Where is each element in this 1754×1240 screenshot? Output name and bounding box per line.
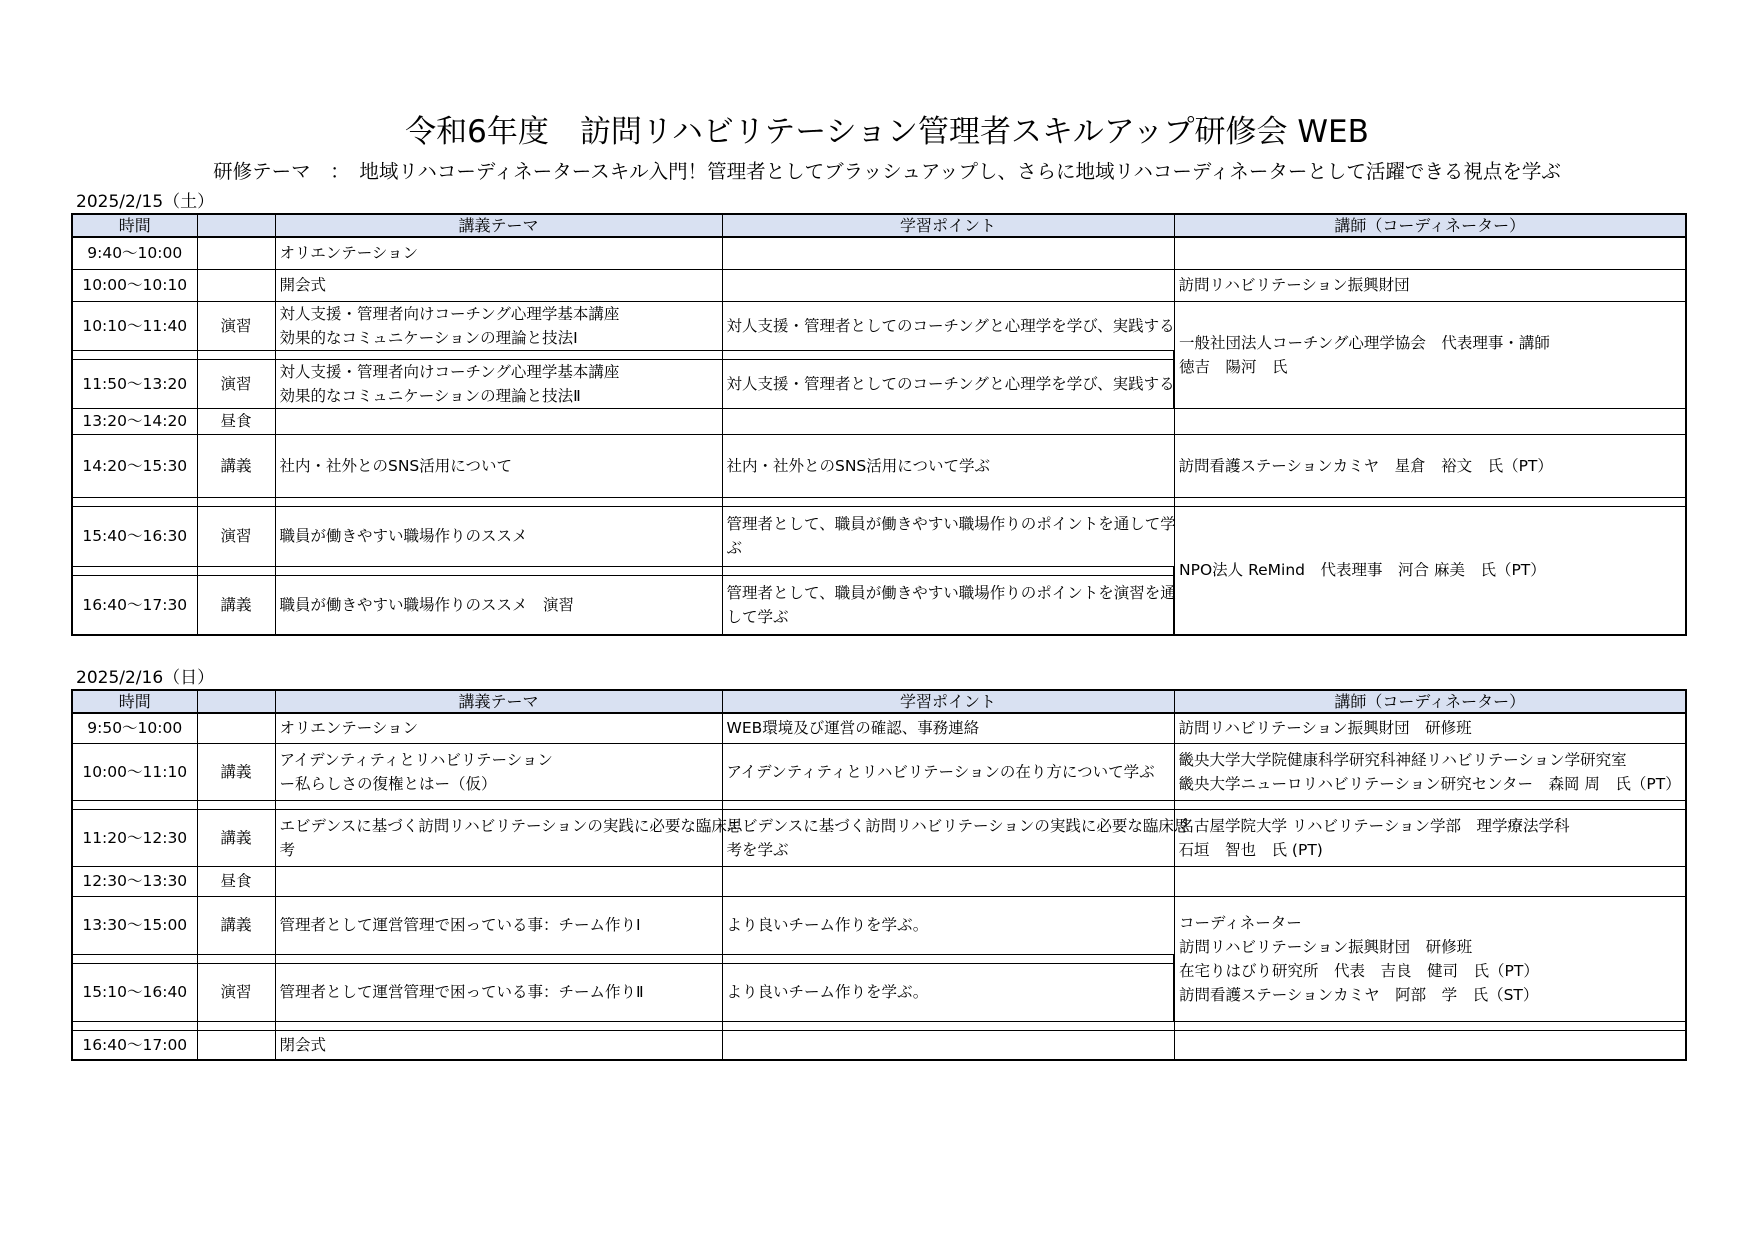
session-time: 16:40～17:30: [72, 575, 197, 635]
session-theme: 管理者として運営管理で困っている事：チーム作りⅡ: [275, 963, 722, 1021]
session-point: 管理者として、職員が働きやすい職場作りのポイントを演習を通 して学ぶ: [722, 575, 1174, 635]
session-kind: 講義: [197, 743, 275, 800]
session-theme: オリエンテーション: [275, 713, 722, 743]
session-time: 9:50～10:00: [72, 713, 197, 743]
session-theme: 職員が働きやすい職場作りのススメ: [275, 506, 722, 566]
session-theme: 対人支援・管理者向けコーチング心理学基本講座 効果的なコミュニケーションの理論と技法Ⅱ: [275, 359, 722, 408]
day1-date: 2025/2/15（土）: [76, 192, 215, 212]
day2-date: 2025/2/16（日）: [76, 668, 215, 688]
session-point: WEB環境及び運営の確認、事務連絡: [722, 713, 1174, 743]
session-theme: 社内・社外とのSNS活用について: [275, 434, 722, 497]
session-kind: [197, 237, 275, 269]
session-point: 社内・社外とのSNS活用について学ぶ: [722, 434, 1174, 497]
session-kind: [197, 713, 275, 743]
session-point: エビデンスに基づく訪問リハビリテーションの実践に必要な臨床思 考を学ぶ: [722, 809, 1174, 866]
day1-schedule-table: [71, 213, 1687, 636]
session-kind: [197, 269, 275, 301]
session-kind: 講義: [197, 809, 275, 866]
table-row: [72, 237, 1686, 269]
header-time: 時間: [72, 690, 197, 713]
table-row: [72, 1030, 1686, 1060]
table-row: [72, 301, 1686, 350]
table-row: [72, 269, 1686, 301]
day2-schedule-table: [71, 689, 1687, 1061]
table-row: [72, 434, 1686, 497]
session-time: 13:30～15:00: [72, 896, 197, 954]
session-time: 10:00～11:10: [72, 743, 197, 800]
session-time: 12:30～13:30: [72, 866, 197, 896]
session-time: 11:20～12:30: [72, 809, 197, 866]
session-time: 15:10～16:40: [72, 963, 197, 1021]
session-teacher: [1174, 866, 1686, 896]
session-kind: 昼食: [197, 866, 275, 896]
session-teacher: 訪問リハビリテーション振興財団: [1174, 269, 1686, 301]
session-theme: エビデンスに基づく訪問リハビリテーションの実践に必要な臨床思 考: [275, 809, 722, 866]
session-time: 9:40～10:00: [72, 237, 197, 269]
session-point: [722, 269, 1174, 301]
session-point: [722, 866, 1174, 896]
session-teacher: コーディネーター 訪問リハビリテーション振興財団 研修班 在宅りはびり研究所 代表 吉良 健司 氏（PT） 訪問看護ステーションカミヤ 阿部 学 氏（ST）: [1174, 896, 1686, 1021]
session-theme: 対人支援・管理者向けコーチング心理学基本講座 効果的なコミュニケーションの理論と技法Ⅰ: [275, 301, 722, 350]
session-point: 管理者として、職員が働きやすい職場作りのポイントを通して学 ぶ: [722, 506, 1174, 566]
session-point: 対人支援・管理者としてのコーチングと心理学を学び、実践する: [722, 359, 1174, 408]
session-teacher: 畿央大学大学院健康科学研究科神経リハビリテーション学研究室 畿央大学ニューロリハビリテーション研究センター 森岡 周 氏（PT）: [1174, 743, 1686, 800]
session-teacher: [1174, 408, 1686, 434]
session-point: アイデンティティとリハビリテーションの在り方について学ぶ: [722, 743, 1174, 800]
session-point: [722, 1030, 1174, 1060]
table-row: [72, 896, 1686, 954]
session-point: より良いチーム作りを学ぶ。: [722, 896, 1174, 954]
session-point: [722, 237, 1174, 269]
session-time: 15:40～16:30: [72, 506, 197, 566]
table-row: [72, 506, 1686, 566]
session-teacher: 訪問リハビリテーション振興財団 研修班: [1174, 713, 1686, 743]
page-title: 令和6年度 訪問リハビリテーション管理者スキルアップ研修会 WEB: [405, 114, 1369, 150]
table-row: [72, 743, 1686, 800]
session-theme: [275, 866, 722, 896]
session-theme: 管理者として運営管理で困っている事：チーム作りⅠ: [275, 896, 722, 954]
session-theme: [275, 408, 722, 434]
table-row: [72, 809, 1686, 866]
header-teacher: 講師（コーディネーター）: [1174, 690, 1686, 713]
session-time: 14:20～15:30: [72, 434, 197, 497]
header-point: 学習ポイント: [722, 690, 1174, 713]
session-kind: [197, 1030, 275, 1060]
session-theme: 職員が働きやすい職場作りのススメ 演習: [275, 575, 722, 635]
session-kind: 演習: [197, 359, 275, 408]
session-time: 10:10～11:40: [72, 301, 197, 350]
table-row: [72, 866, 1686, 896]
session-kind: 演習: [197, 506, 275, 566]
session-theme: オリエンテーション: [275, 237, 722, 269]
session-teacher: 名古屋学院大学 リハビリテーション学部 理学療法学科 石垣 智也 氏 (PT): [1174, 809, 1686, 866]
session-kind: 演習: [197, 301, 275, 350]
session-teacher: NPO法人 ReMind 代表理事 河合 麻美 氏（PT）: [1174, 506, 1686, 635]
header-teacher: 講師（コーディネーター）: [1174, 214, 1686, 237]
session-kind: 講義: [197, 896, 275, 954]
session-point: [722, 408, 1174, 434]
page-subtitle: 研修テーマ ： 地域リハコーディネータースキル入門！管理者としてブラッシュアップし、さらに地域リハコーディネーターとして活躍できる視点を学ぶ: [213, 160, 1561, 183]
session-teacher: 一般社団法人コーチング心理学協会 代表理事・講師 徳吉 陽河 氏: [1174, 301, 1686, 408]
header-time: 時間: [72, 214, 197, 237]
session-kind: 講義: [197, 434, 275, 497]
session-time: 10:00～10:10: [72, 269, 197, 301]
session-point: より良いチーム作りを学ぶ。: [722, 963, 1174, 1021]
session-kind: 昼食: [197, 408, 275, 434]
session-teacher: [1174, 1030, 1686, 1060]
session-teacher: [1174, 237, 1686, 269]
session-theme: 開会式: [275, 269, 722, 301]
session-time: 13:20～14:20: [72, 408, 197, 434]
session-theme: アイデンティティとリハビリテーション ー私らしさの復権とはー（仮）: [275, 743, 722, 800]
session-time: 11:50～13:20: [72, 359, 197, 408]
header-kind: [197, 690, 275, 713]
header-theme: 講義テーマ: [275, 214, 722, 237]
session-teacher: 訪問看護ステーションカミヤ 星倉 裕文 氏（PT）: [1174, 434, 1686, 497]
header-kind: [197, 214, 275, 237]
table-header-row: [72, 214, 1686, 237]
session-time: 16:40～17:00: [72, 1030, 197, 1060]
table-row: [72, 408, 1686, 434]
header-theme: 講義テーマ: [275, 690, 722, 713]
table-header-row: [72, 690, 1686, 713]
header-point: 学習ポイント: [722, 214, 1174, 237]
session-theme: 閉会式: [275, 1030, 722, 1060]
session-kind: 演習: [197, 963, 275, 1021]
session-point: 対人支援・管理者としてのコーチングと心理学を学び、実践する: [722, 301, 1174, 350]
table-row: [72, 713, 1686, 743]
session-kind: 講義: [197, 575, 275, 635]
